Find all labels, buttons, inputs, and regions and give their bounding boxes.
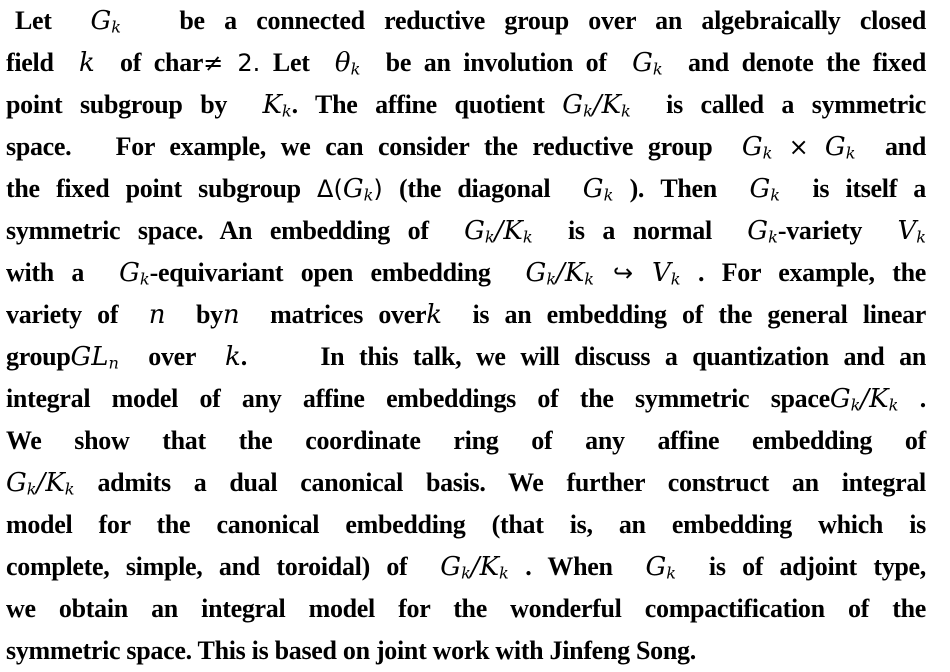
math-run: k — [225, 342, 241, 372]
text-run: Let — [15, 6, 91, 35]
text-line — [6, 210, 926, 252]
math-subscript: k — [652, 59, 663, 79]
math-run: $V_k$ — [651, 258, 681, 289]
math-run: n — [148, 300, 166, 330]
text-run: is called a symmetric — [630, 90, 926, 119]
text-run: is of adjoint type, — [676, 552, 926, 581]
text-run: . For example, the — [680, 258, 926, 287]
text-run: is a normal — [532, 216, 748, 245]
math-subscript: k — [139, 269, 150, 289]
math-subscript: k — [762, 143, 773, 163]
text-run: Let — [260, 48, 335, 77]
math-subscript: k — [363, 185, 374, 205]
math-run: $G_k$ — [749, 174, 780, 205]
math-run: $G_k$ — [632, 48, 663, 79]
math-run: $K_k$ — [45, 468, 75, 499]
math-run: / — [494, 216, 504, 246]
math-run: $G_k$ — [829, 384, 861, 415]
text-run: symmetric space. This is based on joint work with Jinfeng Song. — [6, 636, 696, 665]
math-symbol-run: ) — [373, 175, 383, 203]
text-run: group — [6, 342, 71, 371]
math-subscript: k — [461, 563, 471, 583]
math-run: $G_k$ — [645, 552, 677, 583]
math-subscript: k — [484, 227, 495, 247]
math-subscript: k — [584, 269, 595, 289]
math-run: $G_k$ — [582, 174, 614, 205]
text-line — [6, 42, 926, 84]
text-run: -equivariant open embedding — [149, 258, 526, 287]
text-run: . The affine quotient — [291, 90, 563, 119]
math-run: $K_k$ — [564, 258, 595, 289]
text-run: be a connected reductive group over an algebraically closed — [121, 6, 927, 35]
text-run: ). Then — [613, 174, 750, 203]
math-run: $G_k$ — [747, 216, 778, 247]
text-run: point subgroup by — [6, 90, 263, 119]
math-run: k — [78, 48, 95, 78]
math-run: $G_k$ — [741, 132, 773, 163]
text-run: matrices over — [239, 300, 427, 329]
math-run: / — [470, 552, 480, 582]
text-run: by — [165, 300, 223, 329]
math-run: $G_k$ — [342, 174, 374, 205]
math-subscript: k — [621, 101, 631, 121]
math-run: $G_k$ — [6, 468, 37, 499]
math-subscript: k — [583, 101, 593, 121]
math-run: $V_k$ — [897, 216, 926, 247]
math-subscript: k — [499, 563, 509, 583]
math-subscript: n — [108, 353, 119, 373]
math-run: / — [556, 258, 565, 288]
text-run: space. For example, we can consider the reductive group — [6, 132, 742, 161]
text-line — [6, 126, 926, 168]
text-run: of char — [94, 48, 204, 77]
text-run: is an embedding of the general linear — [441, 300, 927, 329]
text-line — [6, 168, 926, 210]
text-line — [6, 252, 926, 294]
text-run: . When — [508, 552, 646, 581]
math-run: $\theta_k$ — [334, 48, 361, 79]
text-run: is itself a — [779, 174, 926, 203]
text-line — [6, 546, 926, 588]
text-line — [6, 0, 926, 42]
math-subscript: k — [64, 479, 75, 499]
math-symbol-run: Δ( — [317, 175, 343, 203]
math-subscript: k — [26, 479, 37, 499]
math-run: $G_k$ — [90, 6, 122, 37]
math-run: $G_k$ — [562, 90, 593, 121]
text-line — [6, 462, 926, 504]
math-subscript: k — [546, 269, 557, 289]
math-subscript: k — [522, 227, 533, 247]
math-symbol-run: ≠ 2. — [203, 49, 261, 77]
text-line — [6, 420, 926, 462]
math-run: $G_k$ — [525, 258, 557, 289]
text-line — [6, 294, 926, 336]
math-run: $K_k$ — [601, 90, 631, 121]
text-run: -variety — [777, 216, 898, 245]
math-run: / — [36, 468, 46, 498]
math-run: $G_k$ — [464, 216, 495, 247]
text-line — [6, 588, 926, 630]
text-run: complete, simple, and toroidal) of — [6, 552, 441, 581]
text-run: We show that the coordinate ring of any affine embedding of — [6, 426, 926, 455]
math-subscript: k — [281, 101, 292, 121]
math-run: n — [222, 300, 240, 330]
text-run: over — [118, 342, 226, 371]
math-subscript: k — [111, 17, 122, 37]
math-run: $G_k$ — [119, 258, 150, 289]
math-run: $G_k$ — [824, 132, 856, 163]
text-line — [6, 378, 926, 420]
math-run: $K_k$ — [262, 90, 292, 121]
text-run: integral model of any affine embeddings of the symmetric space — [6, 384, 830, 413]
math-subscript: k — [850, 395, 861, 415]
text-run: and — [855, 132, 927, 161]
text-run: (the diagonal — [382, 174, 583, 203]
math-subscript: k — [350, 59, 361, 79]
text-run: the fixed point subgroup — [6, 174, 318, 203]
math-subscript: k — [845, 143, 856, 163]
math-symbol-run: ↪ — [594, 259, 652, 287]
math-symbol-run: × — [772, 133, 825, 161]
text-run: . In this talk, we will discuss a quantization and an — [240, 342, 926, 371]
text-run: we obtain an integral model for the wonderful compactification of the — [6, 594, 926, 623]
text-run: be an involution of — [360, 48, 633, 77]
text-line — [6, 336, 926, 378]
math-subscript: k — [603, 185, 614, 205]
text-run: and denote the fixed — [662, 48, 926, 77]
math-subscript: k — [666, 563, 677, 583]
text-line — [6, 630, 926, 672]
math-subscript: k — [768, 227, 778, 247]
text-run: . — [898, 384, 926, 413]
text-run: admits a dual canonical basis. We further construct an integral — [74, 468, 926, 497]
math-subscript: k — [770, 185, 780, 205]
math-subscript: k — [670, 269, 681, 289]
text-run: variety of — [6, 300, 149, 329]
text-run: symmetric space. An embedding of — [6, 216, 465, 245]
text-run: field — [6, 48, 79, 77]
text-line — [6, 504, 926, 546]
math-subscript: k — [916, 227, 926, 247]
math-run: $GL_n$ — [70, 342, 119, 373]
text-line — [6, 84, 926, 126]
math-run: $G_k$ — [440, 552, 471, 583]
math-run: $K_k$ — [503, 216, 533, 247]
text-run: with a — [6, 258, 120, 287]
math-run: $K_k$ — [869, 384, 899, 415]
math-run: / — [592, 90, 602, 120]
math-subscript: k — [888, 395, 899, 415]
text-run: model for the canonical embedding (that is, an embedding which is — [6, 510, 926, 539]
math-run: k — [426, 300, 442, 330]
math-run: $K_k$ — [479, 552, 509, 583]
math-run: / — [860, 384, 870, 414]
